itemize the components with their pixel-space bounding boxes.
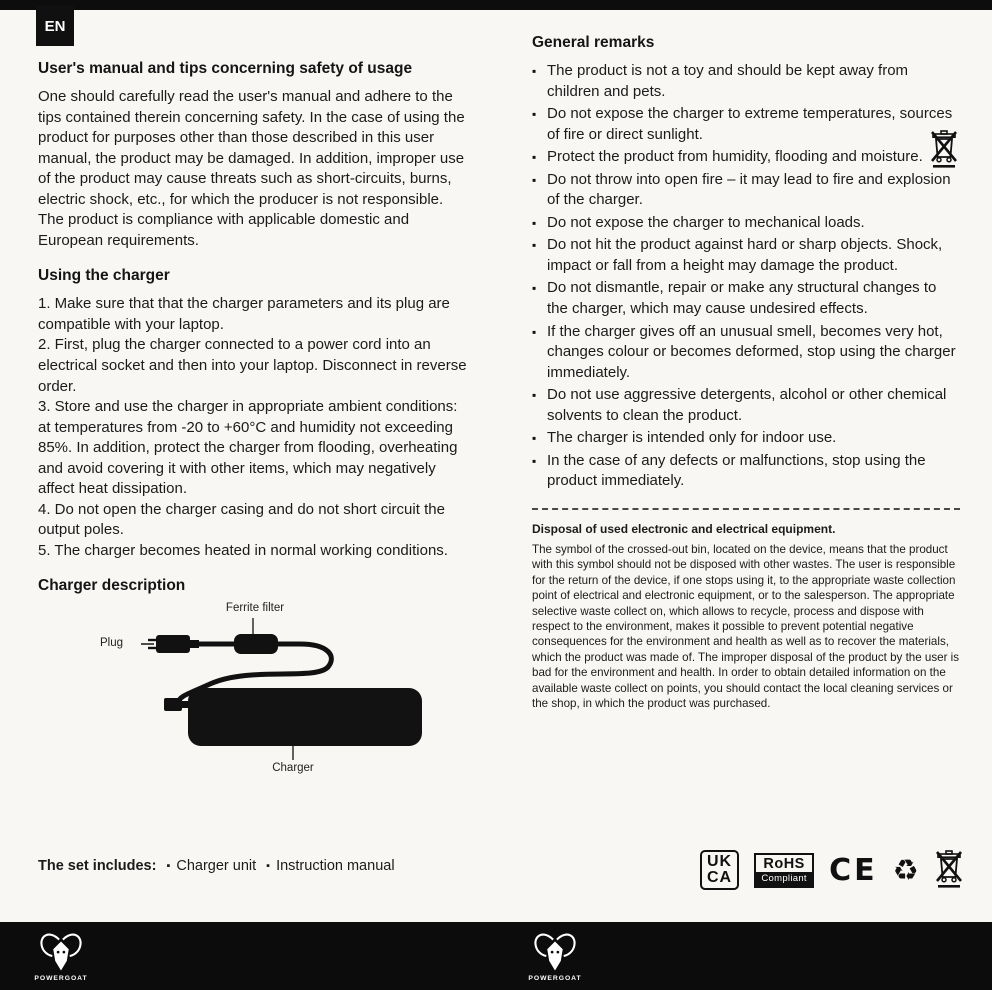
charger-description-title: Charger description [38,577,186,595]
dashed-divider [532,508,960,510]
step: 2. First, plug the charger connected to a power cord into an electrical socket and then into your laptop. Disconnect in reverse order. [38,336,467,395]
list-item: ▪ Protect the product from humidity, flooding and moisture. [532,147,960,168]
ce-mark: CE [829,852,878,888]
set-item-text: Charger unit [176,858,257,874]
general-remarks-title: General remarks [532,34,655,51]
ukca-top-text: UK [707,853,733,870]
safety-paragraph: One should carefully read the user's manual and adhere to the tips contained therein concerning safety. In the case of using the product for purposes other than those described in this user manual, the product may be damaged. In addition, improper use of the product may cause threats such as short-circuits, burns, electric shock, etc., for which the producer is not responsible. The product is compliance with applicable domestic and European requirements. [38,88,465,249]
ferrite-filter-shape [234,634,278,654]
rohs-top-text: RoHS [763,855,805,872]
step: 3. Store and use the charger in appropriate ambient conditions: at temperatures from -20 to +60°C and humidity not exceeding 85%. In addition, protect the charger from flooding, overheating and avoid covering it with other items, which may negatively affect heat dissipation. [38,398,458,498]
ferrite-filter-label: Ferrite filter [225,602,285,615]
disposal-section [532,522,960,711]
using-section [38,267,472,561]
list-item: ▪ Do not throw into open fire – it may lead to fire and explosion of the charger. [532,170,960,211]
charger-diagram-drawing [38,604,472,782]
square-bullet-icon: ▪ [266,860,271,872]
list-item: ▪ The charger is intended only for indoor use. [532,428,960,449]
disposal-title: Disposal of used electronic and electrical equipment. [532,521,836,536]
brand-text: POWERGOAT [34,975,88,983]
set-includes-line [38,858,395,874]
using-steps [38,294,472,561]
list-item: ▪ In the case of any defects or malfunctions, stop using the product immediately. [532,451,960,492]
general-remarks-list [532,61,960,492]
certification-marks-row [700,846,964,894]
charger-label: Charger [272,762,314,775]
plug-label: Plug [100,637,124,650]
set-item-text: Instruction manual [276,858,395,874]
step: 4. Do not open the charger casing and do not short circuit the output poles. [38,500,445,539]
brand-text: POWERGOAT [528,975,582,983]
rohs-mark [754,853,814,888]
disposal-paragraph: The symbol of the crossed-out bin, located on the device, means that the product with this symbol should not be disposed with other wastes. The user is responsible for the return of the device, if one stops using it, to the appropriate waste collection point of electrical and electronic equipment, or to the salesperson. The appropriate selective waste collect on, which allows to recycle, process and dispose with respect to the environment, makes it possible to prevent potential negative consequences for the environment and health as well as to recover the materials, which the product was made of. The improper disposal of the product by the user is bad for the environment and health. In order to obtain detailed information on the available waste collect on points, you should contact the local cleaning services or the shop, in which the product was purchased. [532,542,960,710]
weee-crossed-bin-icon [934,847,964,894]
recycling-icon: ♻ [892,852,919,887]
list-item: ▪ Do not use aggressive detergents, alcohol or other chemical solvents to clean the product. [532,385,960,426]
powergoat-logo [32,927,90,990]
dc-connector-shape [164,698,182,711]
list-item: ▪ Do not expose the charger to mechanical loads. [532,213,960,234]
ukca-mark [700,850,739,890]
set-item [166,858,256,874]
top-black-bar [0,0,992,10]
powergoat-logo [526,927,584,990]
square-bullet-icon: ▪ [166,860,171,872]
safety-title: User's manual and tips concerning safety of usage [38,60,413,77]
list-item: ▪ Do not hit the product against hard or sharp objects. Shock, impact or fall from a height may damage the product. [532,235,960,276]
list-item: ▪ The product is not a toy and should be kept away from children and pets. [532,61,960,102]
charger-brick-shape [188,688,422,746]
footer-black-bar [0,922,992,990]
general-remarks-section [532,34,960,492]
weee-crossed-bin-icon [929,127,959,174]
using-title: Using the charger [38,267,170,285]
charger-description-section [38,577,472,782]
step: 5. The charger becomes heated in normal working conditions. [38,541,448,559]
list-item: ▪ If the charger gives off an unusual smell, becomes very hot, changes colour or becomes deformed, stop using the charger immediately. [532,322,960,384]
list-item: ▪ Do not dismantle, repair or make any structural changes to the charger, which may cause undesired effects. [532,278,960,319]
set-includes-label: The set includes: [38,858,157,874]
rohs-bottom-text: Compliant [756,872,812,886]
ukca-bottom-text: CA [707,869,733,886]
step: 1. Make sure that that the charger parameters and its plug are compatible with your laptop. [38,295,450,333]
safety-section [38,60,472,251]
left-column [38,60,472,798]
right-column [532,34,960,711]
plug-icon [148,635,199,653]
list-item: ▪ Do not expose the charger to extreme temperatures, sources of fire or direct sunlight. [532,104,960,145]
language-badge: EN [36,6,74,46]
charger-diagram [38,604,472,782]
set-item [266,858,394,874]
